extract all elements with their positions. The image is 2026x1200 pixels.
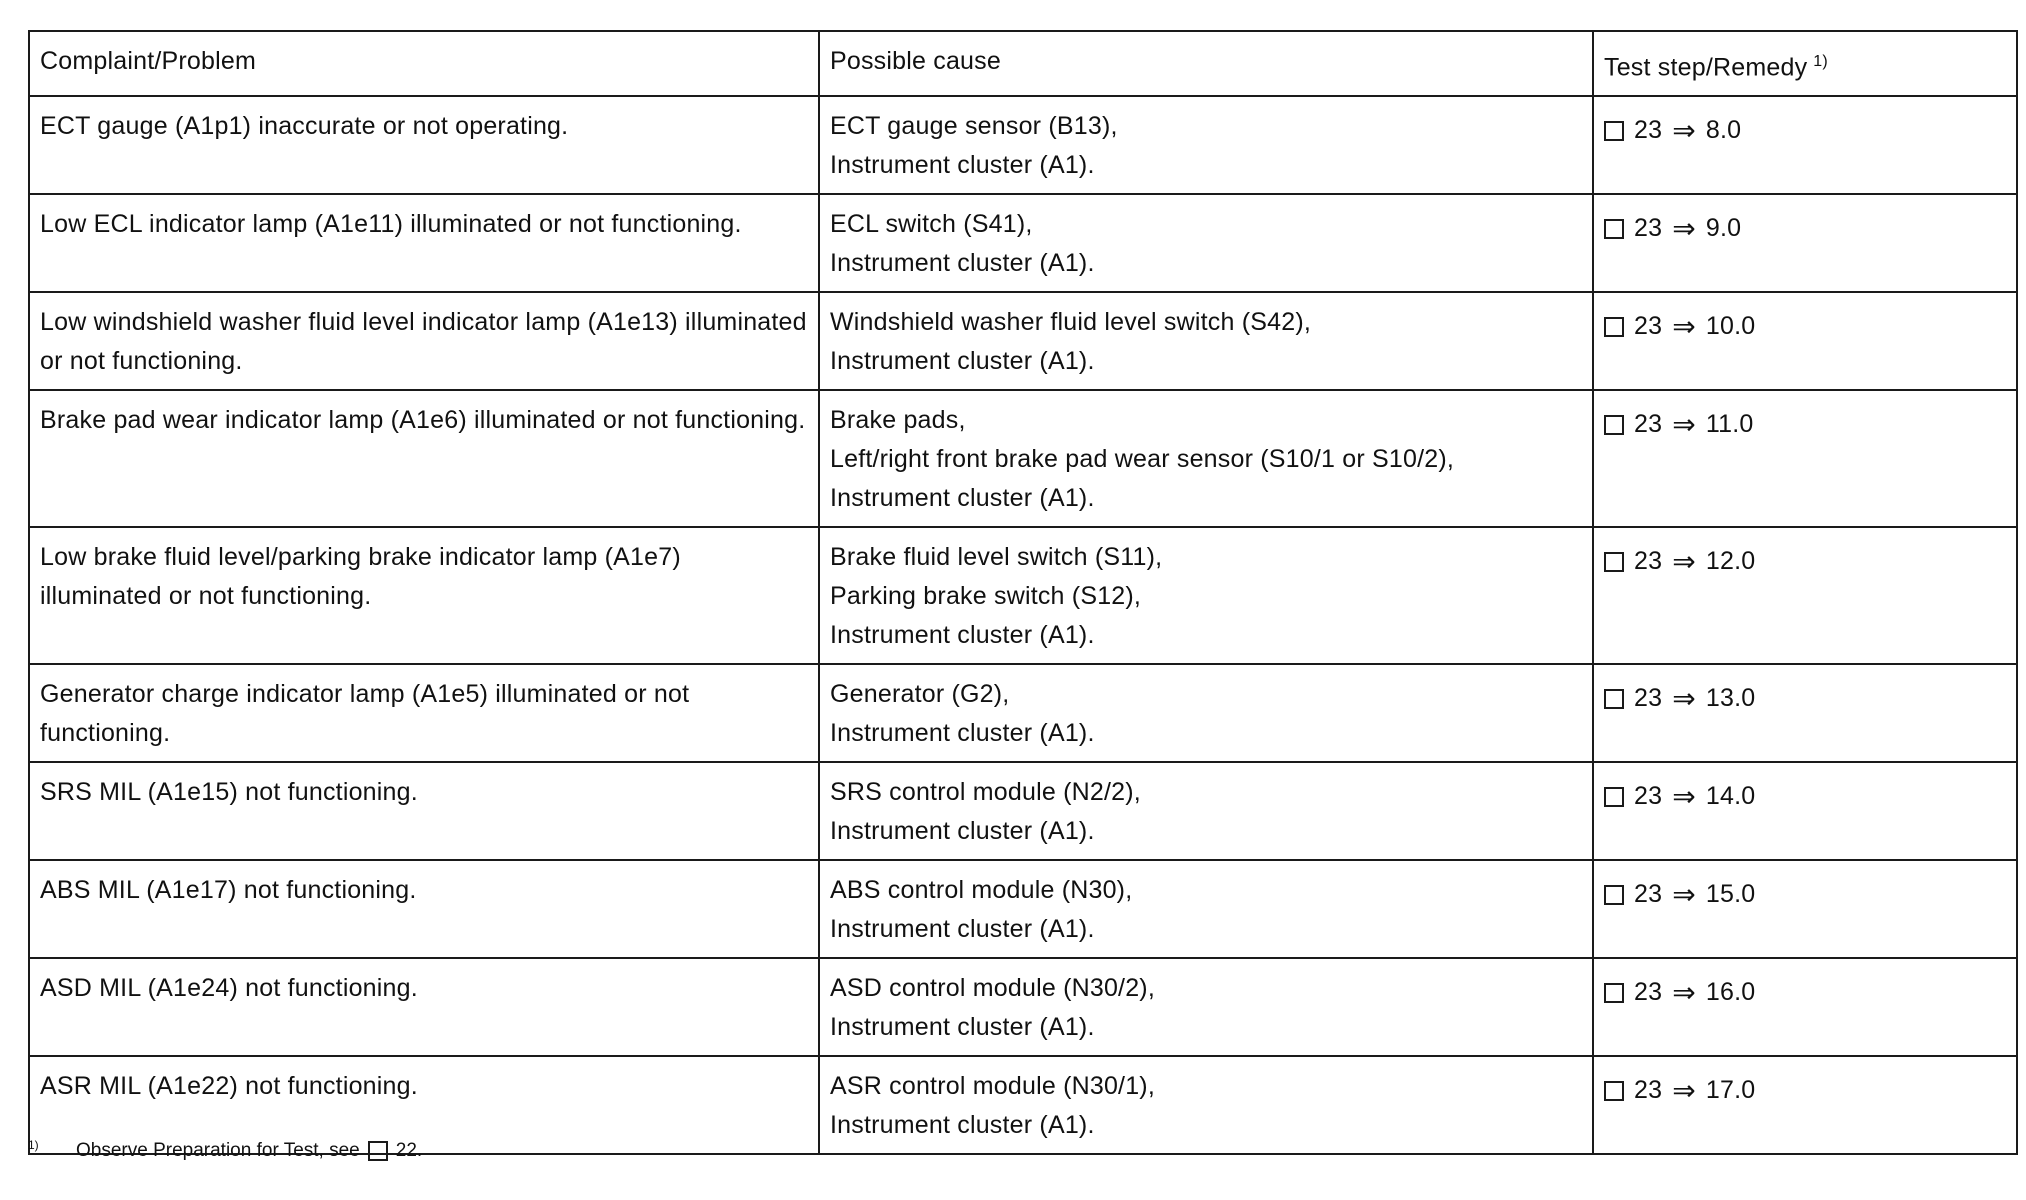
arrow-right-icon: ⇒ — [1672, 114, 1696, 148]
arrow-right-icon: ⇒ — [1672, 780, 1696, 814]
cause-line: Instrument cluster (A1). — [830, 347, 1095, 376]
remedy-cell — [1593, 762, 2017, 860]
cause-line: SRS control module (N2/2), — [830, 778, 1141, 807]
table-header-row — [29, 31, 2017, 96]
table-row — [29, 96, 2017, 194]
remedy-reference — [1604, 307, 1755, 346]
complaint-text: ASD MIL (A1e24) not functioning. — [40, 974, 418, 1003]
table-row — [29, 958, 2017, 1056]
table-row — [29, 194, 2017, 292]
remedy-reference — [1604, 973, 1755, 1012]
cause-line: Instrument cluster (A1). — [830, 1111, 1095, 1140]
header-cause: Possible cause — [819, 31, 1593, 96]
cause-cell — [819, 664, 1593, 762]
cause-line: Instrument cluster (A1). — [830, 817, 1095, 846]
complaint-cell — [29, 527, 819, 664]
remedy-reference — [1604, 209, 1741, 248]
cause-cell — [819, 860, 1593, 958]
cause-line: Instrument cluster (A1). — [830, 915, 1095, 944]
complaint-text: Low ECL indicator lamp (A1e11) illuminated or not functioning. — [40, 210, 742, 239]
table-row — [29, 390, 2017, 527]
test-step-number: 10.0 — [1705, 312, 1756, 341]
footnote-marker: 1) — [1813, 53, 1828, 70]
arrow-right-icon: ⇒ — [1672, 1074, 1696, 1108]
complaint-cell — [29, 96, 819, 194]
remedy-reference — [1604, 1071, 1755, 1110]
table-row — [29, 527, 2017, 664]
remedy-cell — [1593, 860, 2017, 958]
cause-line: Instrument cluster (A1). — [830, 1013, 1095, 1042]
arrow-right-icon: ⇒ — [1672, 878, 1696, 912]
cause-line: Instrument cluster (A1). — [830, 621, 1095, 650]
cause-line: Instrument cluster (A1). — [830, 719, 1095, 748]
cause-line: Generator (G2), — [830, 680, 1010, 709]
cause-line: Instrument cluster (A1). — [830, 151, 1095, 180]
remedy-cell — [1593, 1056, 2017, 1154]
arrow-right-icon: ⇒ — [1672, 545, 1696, 579]
section-ref: 23 — [1634, 880, 1663, 909]
checkbox-icon — [1604, 552, 1624, 572]
cause-line: Brake pads, — [830, 406, 966, 435]
cause-cell — [819, 96, 1593, 194]
checkbox-icon — [1604, 689, 1624, 709]
complaint-cell — [29, 762, 819, 860]
checkbox-icon — [1604, 121, 1624, 141]
checkbox-icon — [1604, 983, 1624, 1003]
table-body — [29, 96, 2017, 1154]
section-ref: 23 — [1634, 684, 1663, 713]
section-ref: 23 — [1634, 116, 1663, 145]
header-remedy: Test step/Remedy $^{1)}$ — [1593, 31, 2017, 96]
remedy-cell — [1593, 958, 2017, 1056]
test-step-number: 11.0 — [1705, 410, 1754, 439]
remedy-cell — [1593, 664, 2017, 762]
cause-cell — [819, 1056, 1593, 1154]
complaint-cell — [29, 664, 819, 762]
arrow-right-icon: ⇒ — [1672, 976, 1696, 1010]
complaint-text: ECT gauge (A1p1) inaccurate or not operating. — [40, 112, 569, 141]
section-ref: 23 — [1634, 547, 1663, 576]
cause-cell — [819, 390, 1593, 527]
complaint-text: ABS MIL (A1e17) not functioning. — [40, 876, 417, 905]
remedy-reference — [1604, 777, 1755, 816]
remedy-reference — [1604, 875, 1755, 914]
cause-cell — [819, 194, 1593, 292]
checkbox-icon — [368, 1141, 388, 1161]
cause-line: Instrument cluster (A1). — [830, 484, 1095, 513]
section-ref: 23 — [1634, 410, 1663, 439]
checkbox-icon — [1604, 885, 1624, 905]
checkbox-icon — [1604, 787, 1624, 807]
checkbox-icon — [1604, 317, 1624, 337]
complaint-cell — [29, 958, 819, 1056]
test-step-number: 15.0 — [1705, 880, 1756, 909]
complaint-cell — [29, 860, 819, 958]
test-step-number: 14.0 — [1705, 782, 1756, 811]
cause-line: Left/right front brake pad wear sensor (S10/1 or S10/2), — [830, 445, 1455, 474]
remedy-reference — [1604, 542, 1755, 581]
remedy-cell — [1593, 527, 2017, 664]
complaint-text: Generator charge indicator lamp (A1e5) illuminated or not functioning. — [40, 680, 690, 748]
arrow-right-icon: ⇒ — [1672, 212, 1696, 246]
complaint-text: ASR MIL (A1e22) not functioning. — [40, 1072, 418, 1101]
test-step-number: 8.0 — [1705, 116, 1742, 145]
cause-cell — [819, 292, 1593, 390]
test-step-number: 9.0 — [1705, 214, 1742, 243]
complaint-text: Brake pad wear indicator lamp (A1e6) illuminated or not functioning. — [40, 406, 806, 435]
test-step-number: 16.0 — [1705, 978, 1756, 1007]
remedy-reference — [1604, 111, 1741, 150]
footnote-ref: 22. — [395, 1140, 423, 1161]
arrow-right-icon: ⇒ — [1672, 408, 1696, 442]
section-ref: 23 — [1634, 1076, 1663, 1105]
cause-line: ASD control module (N30/2), — [830, 974, 1155, 1003]
section-ref: 23 — [1634, 214, 1663, 243]
table-row — [29, 292, 2017, 390]
cause-line: Instrument cluster (A1). — [830, 249, 1095, 278]
arrow-right-icon: ⇒ — [1672, 310, 1696, 344]
remedy-cell — [1593, 194, 2017, 292]
complaint-text: Low windshield washer fluid level indicator lamp (A1e13) illuminated or not functioning. — [40, 308, 807, 376]
footnote-text: Observe Preparation for Test, see — [76, 1140, 360, 1161]
test-step-number: 17.0 — [1705, 1076, 1756, 1105]
cause-line: ASR control module (N30/1), — [830, 1072, 1155, 1101]
footnote-mark: 1) — [28, 1138, 39, 1152]
cause-cell — [819, 527, 1593, 664]
checkbox-icon — [1604, 219, 1624, 239]
cause-line: ECT gauge sensor (B13), — [830, 112, 1118, 141]
cause-line: Brake fluid level switch (S11), — [830, 543, 1163, 572]
cause-line: ABS control module (N30), — [830, 876, 1133, 905]
section-ref: 23 — [1634, 312, 1663, 341]
remedy-cell — [1593, 292, 2017, 390]
remedy-reference — [1604, 405, 1754, 444]
diagnostic-table-container — [28, 30, 2016, 1155]
cause-line: Parking brake switch (S12), — [830, 582, 1142, 611]
complaint-cell — [29, 194, 819, 292]
complaint-text: Low brake fluid level/parking brake indicator lamp (A1e7) illuminated or not functioning. — [40, 543, 681, 611]
complaint-cell — [29, 292, 819, 390]
cause-cell — [819, 958, 1593, 1056]
diagnostic-table — [28, 30, 2018, 1155]
test-step-number: 13.0 — [1705, 684, 1756, 713]
checkbox-icon — [1604, 1081, 1624, 1101]
header-complaint: Complaint/Problem — [29, 31, 819, 96]
cause-cell — [819, 762, 1593, 860]
remedy-cell — [1593, 96, 2017, 194]
section-ref: 23 — [1634, 782, 1663, 811]
table-row — [29, 664, 2017, 762]
remedy-reference — [1604, 679, 1755, 718]
checkbox-icon — [1604, 415, 1624, 435]
remedy-cell — [1593, 390, 2017, 527]
complaint-cell — [29, 390, 819, 527]
cause-line: Windshield washer fluid level switch (S42), — [830, 308, 1312, 337]
complaint-text: SRS MIL (A1e15) not functioning. — [40, 778, 418, 807]
table-row — [29, 762, 2017, 860]
table-row — [29, 860, 2017, 958]
cause-line: ECL switch (S41), — [830, 210, 1033, 239]
footnote — [28, 1140, 422, 1162]
test-step-number: 12.0 — [1705, 547, 1756, 576]
section-ref: 23 — [1634, 978, 1663, 1007]
arrow-right-icon: ⇒ — [1672, 682, 1696, 716]
